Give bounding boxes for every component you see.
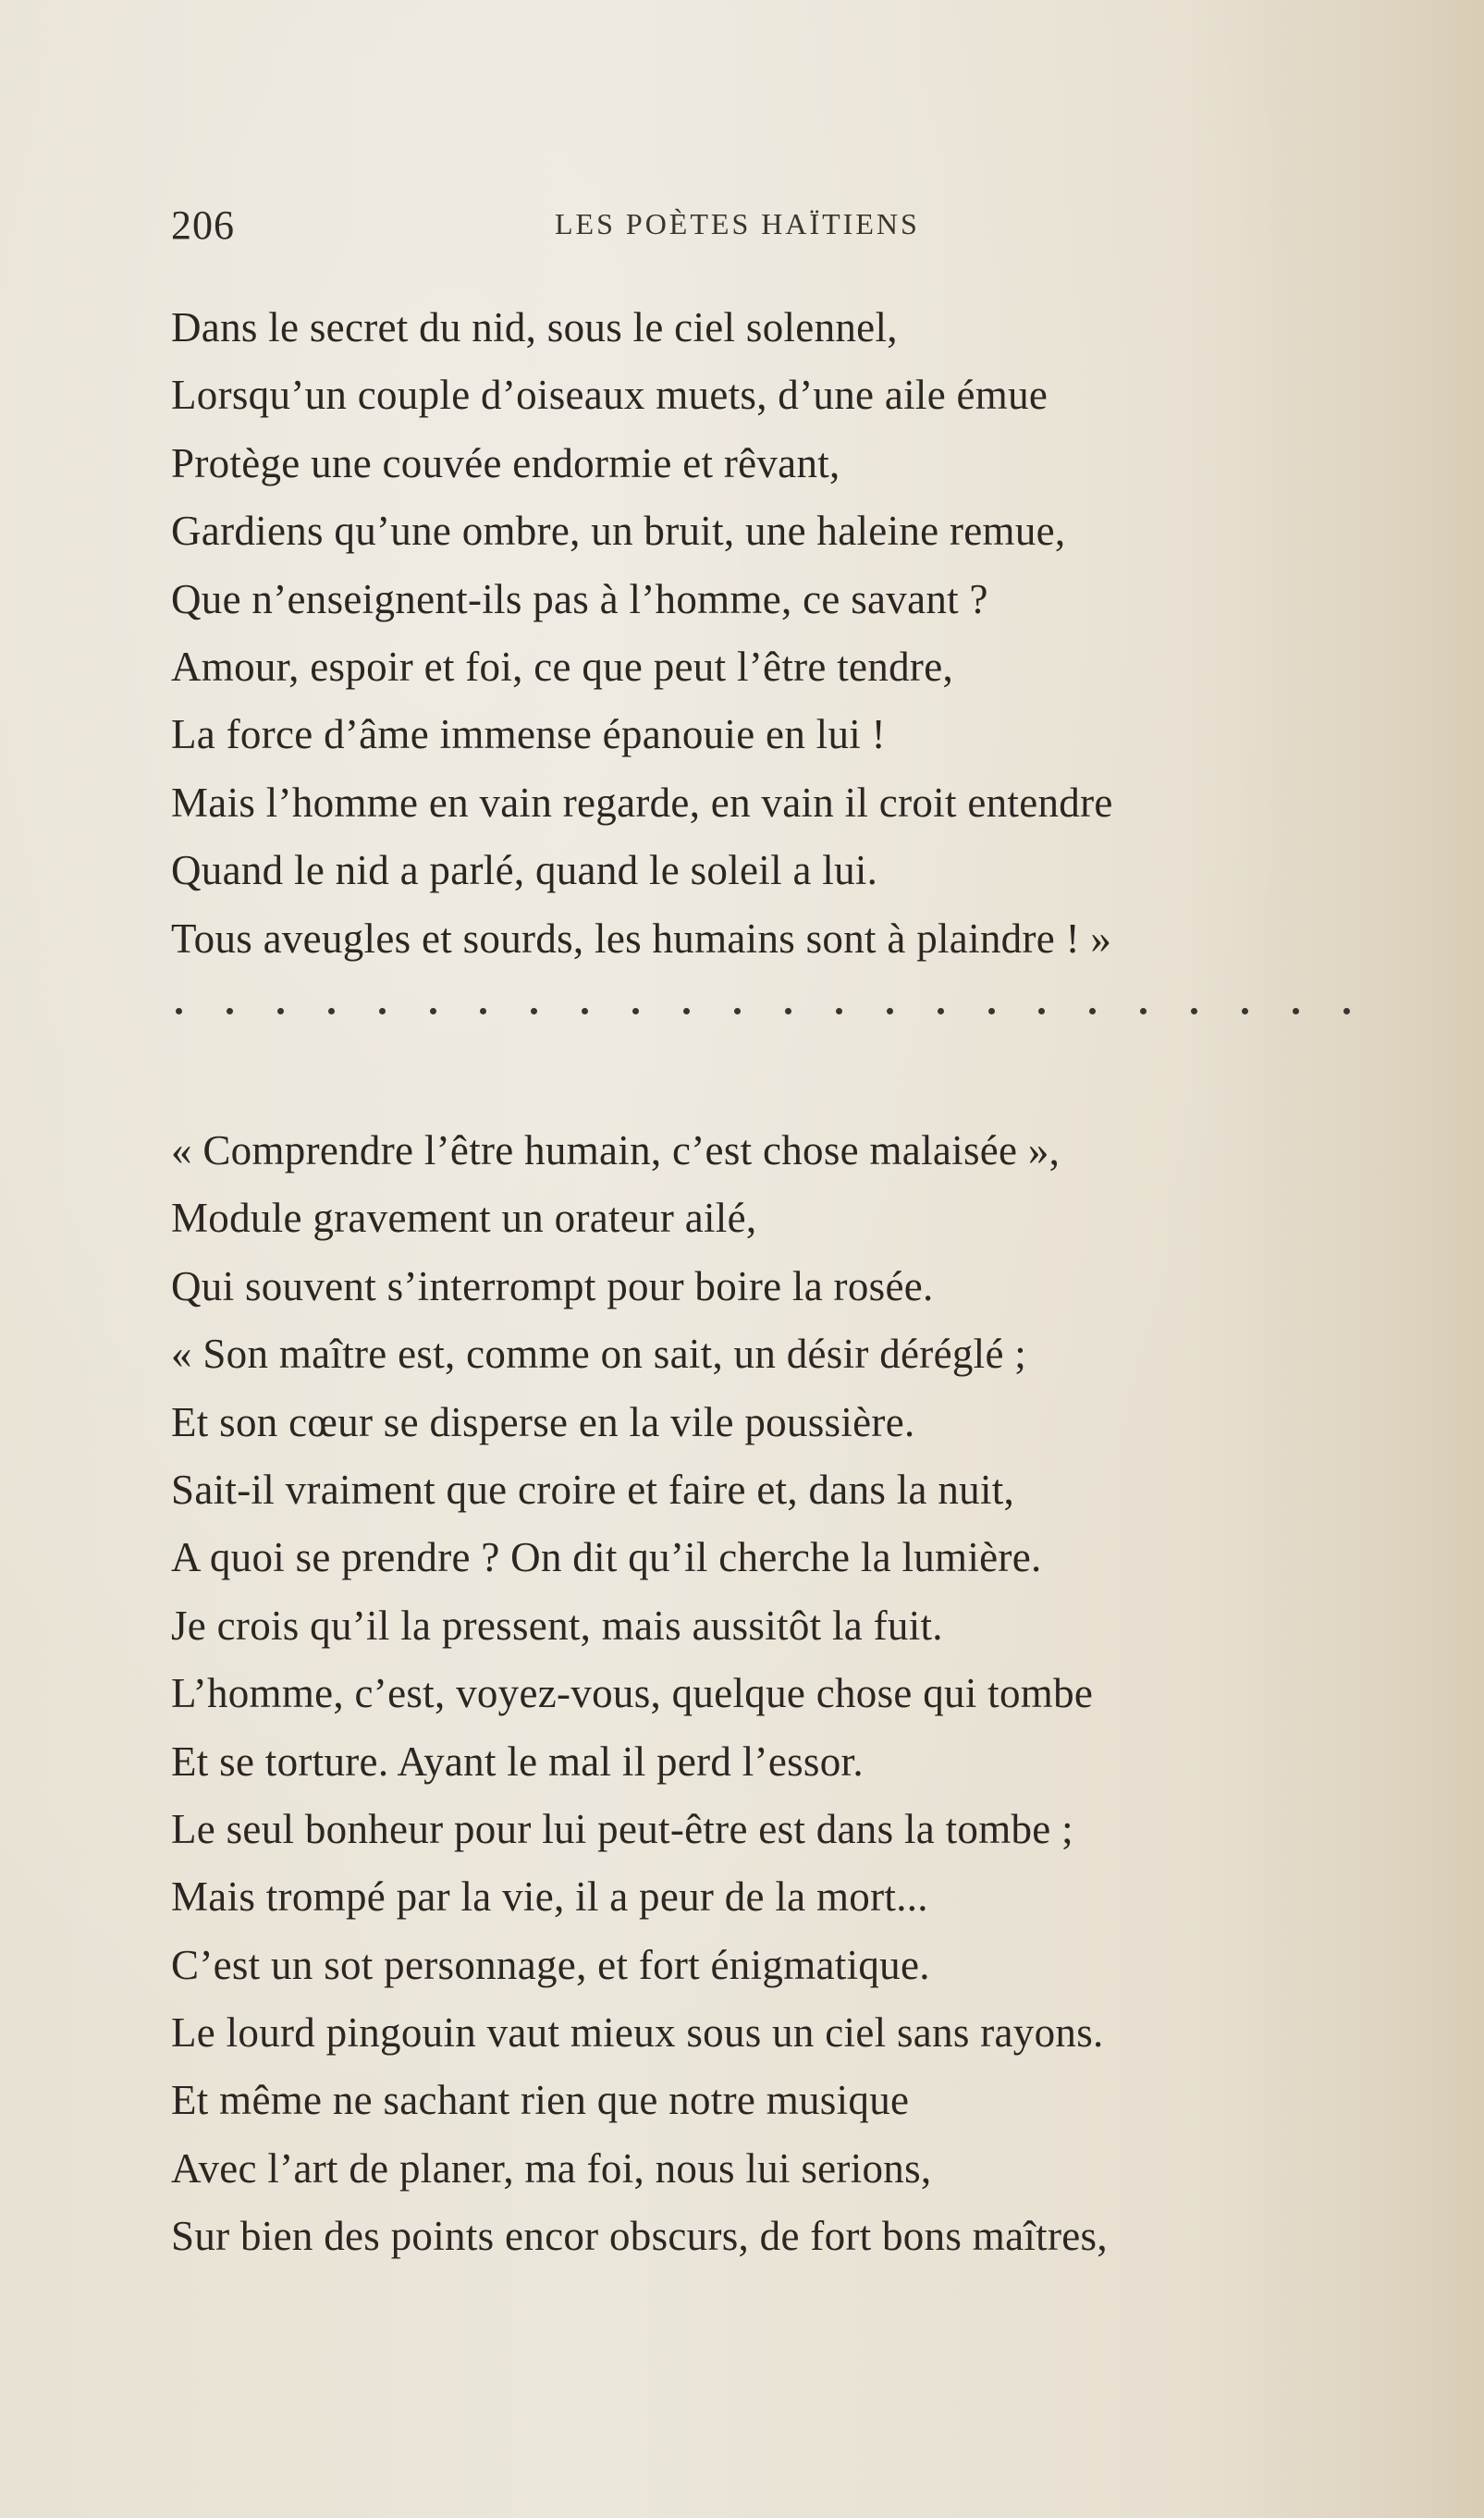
ellipsis-separator: [176, 992, 1350, 1029]
verse-line: Le seul bonheur pour lui peut-être est dans la tombe ;: [171, 1805, 1073, 1852]
stanza-1: [171, 294, 1392, 973]
verse-line: Mais trompé par la vie, il a peur de la mort...: [171, 1873, 928, 1921]
verse-line: Sur bien des points encor obscurs, de fort bons maîtres,: [171, 2213, 1108, 2260]
separator-dot: [938, 1008, 944, 1014]
verse-line: Lorsqu’un couple d’oiseaux muets, d’une aile émue: [171, 372, 1049, 419]
separator-dot: [988, 1008, 995, 1014]
verse-line: Protège une couvée endormie et rêvant,: [171, 439, 840, 486]
verse-line: Je crois qu’il la pressent, mais aussitôt la fuit.: [171, 1602, 943, 1649]
separator-dot: [1343, 1008, 1350, 1014]
verse-line: Amour, espoir et foi, ce que peut l’être tendre,: [171, 643, 954, 690]
verse-line: Avec l’art de planer, ma foi, nous lui serions,: [171, 2144, 932, 2192]
verse-line: Et son cœur se disperse en la vile poussière.: [171, 1398, 915, 1445]
verse-line: Module gravement un orateur ailé,: [171, 1195, 757, 1242]
separator-dot: [430, 1008, 436, 1014]
running-title: LES POÈTES HAÏTIENS: [555, 207, 920, 240]
verse-line: « Comprendre l’être humain, c’est chose malaisée »,: [171, 1127, 1061, 1173]
separator-dot: [227, 1008, 233, 1014]
separator-dot: [1089, 1008, 1096, 1014]
separator-dot: [683, 1008, 690, 1014]
verse-line: Gardiens qu’une ombre, un bruit, une haleine remue,: [171, 508, 1066, 555]
verse-line: La force d’âme immense épanouie en lui !: [171, 711, 886, 758]
verse-line: A quoi se prendre ? On dit qu’il cherche la lumière.: [171, 1534, 1042, 1581]
verse-line: Sait-il vraiment que croire et faire et, dans la nuit,: [171, 1466, 1015, 1513]
verse-line: Quand le nid a parlé, quand le soleil a lui.: [171, 847, 878, 894]
verse-line: Mais l’homme en vain regarde, en vain il croit entendre: [171, 779, 1113, 826]
stanza-2: [171, 1117, 1392, 2271]
separator-dot: [1242, 1008, 1248, 1014]
separator-dot: [785, 1008, 791, 1014]
separator-dot: [1140, 1008, 1147, 1014]
verse-line: Et même ne sachant rien que notre musique: [171, 2077, 910, 2124]
verse-line: Qui souvent s’interrompt pour boire la rosée.: [171, 1262, 934, 1309]
verse-line: Dans le secret du nid, sous le ciel solennel,: [171, 304, 898, 350]
verse-line: Tous aveugles et sourds, les humains sont à plaindre ! »: [171, 915, 1112, 962]
separator-dot: [734, 1008, 741, 1014]
separator-dot: [1293, 1008, 1299, 1014]
verse-line: Et se torture. Ayant le mal il perd l’essor.: [171, 1738, 864, 1785]
verse-line: Que n’enseignent-ils pas à l’homme, ce savant ?: [171, 575, 988, 622]
verse-line: Le lourd pingouin vaut mieux sous un ciel sans rayons.: [171, 2009, 1104, 2057]
separator-dot: [1038, 1008, 1045, 1014]
separator-dot: [480, 1008, 486, 1014]
separator-dot: [1191, 1008, 1197, 1014]
separator-dot: [887, 1008, 893, 1014]
verse-line: « Son maître est, comme on sait, un désir déréglé ;: [171, 1331, 1027, 1378]
page-number: 206: [171, 203, 235, 248]
separator-dot: [328, 1008, 335, 1014]
separator-dot: [632, 1008, 639, 1014]
separator-dot: [836, 1008, 842, 1014]
separator-dot: [176, 1008, 182, 1014]
separator-dot: [531, 1008, 537, 1014]
separator-dot: [277, 1008, 284, 1014]
verse-line: C’est un sot personnage, et fort énigmatique.: [171, 1941, 930, 1988]
verse-line: L’homme, c’est, voyez-vous, quelque chose qui tombe: [171, 1670, 1094, 1717]
separator-dot: [379, 1008, 386, 1014]
separator-dot: [582, 1008, 588, 1014]
page-header: [171, 202, 1003, 257]
